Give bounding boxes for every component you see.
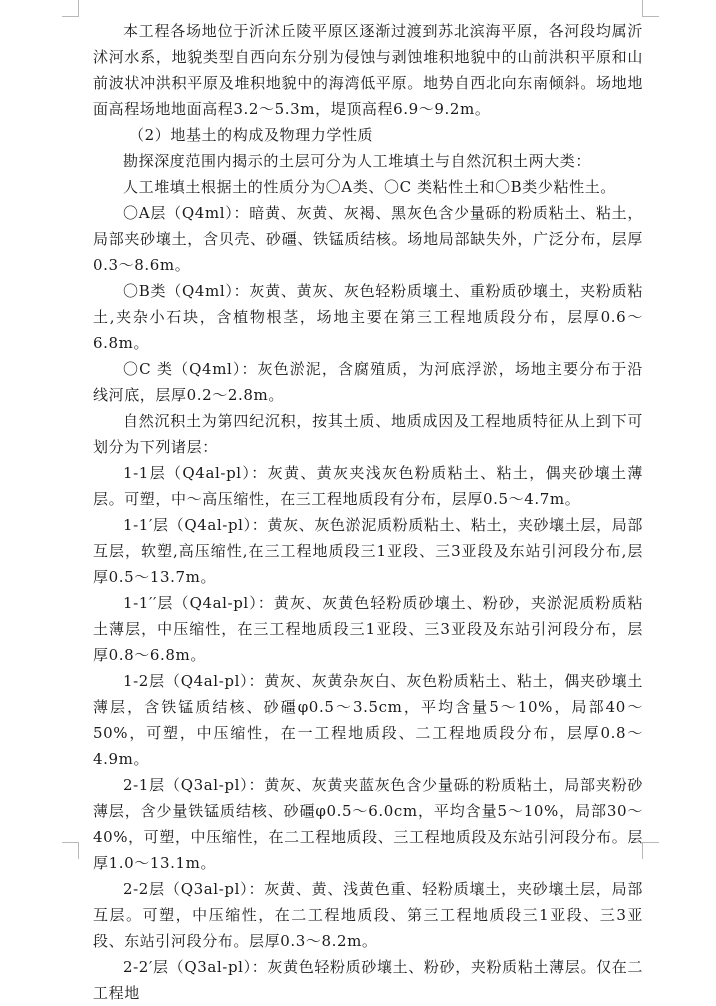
paragraph-natural-deposit: 自然沉积土为第四纪沉积，按其土质、地质成因及工程地质特征从上到下可划分为下列诸层： xyxy=(93,412,643,456)
paragraph-soil-categories: 勘探深度范围内揭示的土层可分为人工堆填土与自然沉积土两大类： xyxy=(123,152,592,170)
crop-mark-bottom-left xyxy=(62,842,79,859)
section-heading-foundation-soil: （2）地基土的构成及物理力学性质 xyxy=(129,126,374,144)
paragraph-layer-c: 〇C 类（Q4ml）：灰色淤泥，含腐殖质，为河底浮淤，场地主要分布于沿线河底，层厚0.2～2.8m。 xyxy=(93,360,643,404)
paragraph-layer-1-2: 1-2层（Q4al-pl）：黄灰、灰黄杂灰白、灰色粉质粘土、粘土，偶夹砂壤土薄层，含铁锰质结核、砂礓φ0.5～3.5cm，平均含量5～10%，局部40～50%，可塑，中压缩性，在一工程地质段、二工程地质段分布，层厚0.8～4.9m。 xyxy=(93,672,643,768)
paragraph-artificial-fill: 人工堆填土根据土的性质分为〇A类、〇C 类粘性土和〇B类少粘性土。 xyxy=(123,178,616,196)
paragraph-layer-b: 〇B类（Q4ml）：灰黄、黄灰、灰色轻粉质壤土、重粉质砂壤土，夹粉质粘土,夹杂小石块，含植物根茎，场地主要在第三工程地质段分布，层厚0.6～6.8m。 xyxy=(93,282,643,352)
paragraph-layer-a: 〇A层（Q4ml）：暗黄、灰黄、灰褐、黑灰色含少量砾的粉质粘土、粘土，局部夹砂壤土，含贝壳、砂礓、铁锰质结核。场地局部缺失外，广泛分布，层厚0.3～8.6m。 xyxy=(93,204,643,274)
crop-mark-top-left xyxy=(62,0,79,17)
paragraph-layer-1-1: 1-1层（Q4al-pl）：灰黄、黄灰夹浅灰色粉质粘土、粘土，偶夹砂壤土薄层。可塑，中～高压缩性，在三工程地质段有分布，层厚0.5～4.7m。 xyxy=(93,464,643,508)
paragraph-layer-2-2: 2-2层（Q3al-pl）：灰黄、黄、浅黄色重、轻粉质壤土，夹砂壤土层，局部互层。可塑，中压缩性，在二工程地质段、第三工程地质段三1亚段、三3亚段、东站引河段分布。层厚0.3～8.2m。 xyxy=(93,880,643,950)
paragraph-layer-2-2-prime: 2-2′层（Q3al-pl）：灰黄色轻粉质砂壤土、粉砂，夹粉质粘土薄层。仅在二工程地 xyxy=(93,958,643,1002)
crop-mark-top-right xyxy=(642,0,659,17)
paragraph-layer-2-1: 2-1层（Q3al-pl）：黄灰、灰黄夹蓝灰色含少量砾的粉质粘土，局部夹粉砂薄层，含少量铁锰质结核、砂礓φ0.5～6.0cm，平均含量5～10%，局部30～40%，可塑，中压缩性，在二工程地质段、三工程地质段及东站引河段分布。层厚1.0～13.1m。 xyxy=(93,776,643,872)
paragraph-site-geomorphology: 本工程各场地位于沂沭丘陵平原区逐渐过渡到苏北滨海平原，各河段均属沂沭河水系，地貌类型自西向东分别为侵蚀与剥蚀堆积地貌中的山前洪积平原和山前波状冲洪积平原及堆积地貌中的海湾低平原。地势自西北向东南倾斜。场地地面高程场地地面高程3.2～5.3m，堤顶高程6.9～9.2m。 xyxy=(93,22,643,118)
paragraph-layer-1-1-double-prime: 1-1′′层（Q4al-pl）：黄灰、灰黄色轻粉质砂壤土、粉砂，夹淤泥质粉质粘土薄层，中压缩性，在三工程地质段三1亚段、三3亚段及东站引河段分布，层厚0.8～6.8m。 xyxy=(93,594,643,664)
crop-mark-bottom-right xyxy=(642,842,659,859)
paragraph-layer-1-1-prime: 1-1′层（Q4al-pl）：黄灰、灰色淤泥质粉质粘土、粘土，夹砂壤土层，局部互层，软塑,高压缩性,在三工程地质段三1亚段、三3亚段及东站引河段分布,层厚0.5～13.7m。 xyxy=(93,516,643,586)
